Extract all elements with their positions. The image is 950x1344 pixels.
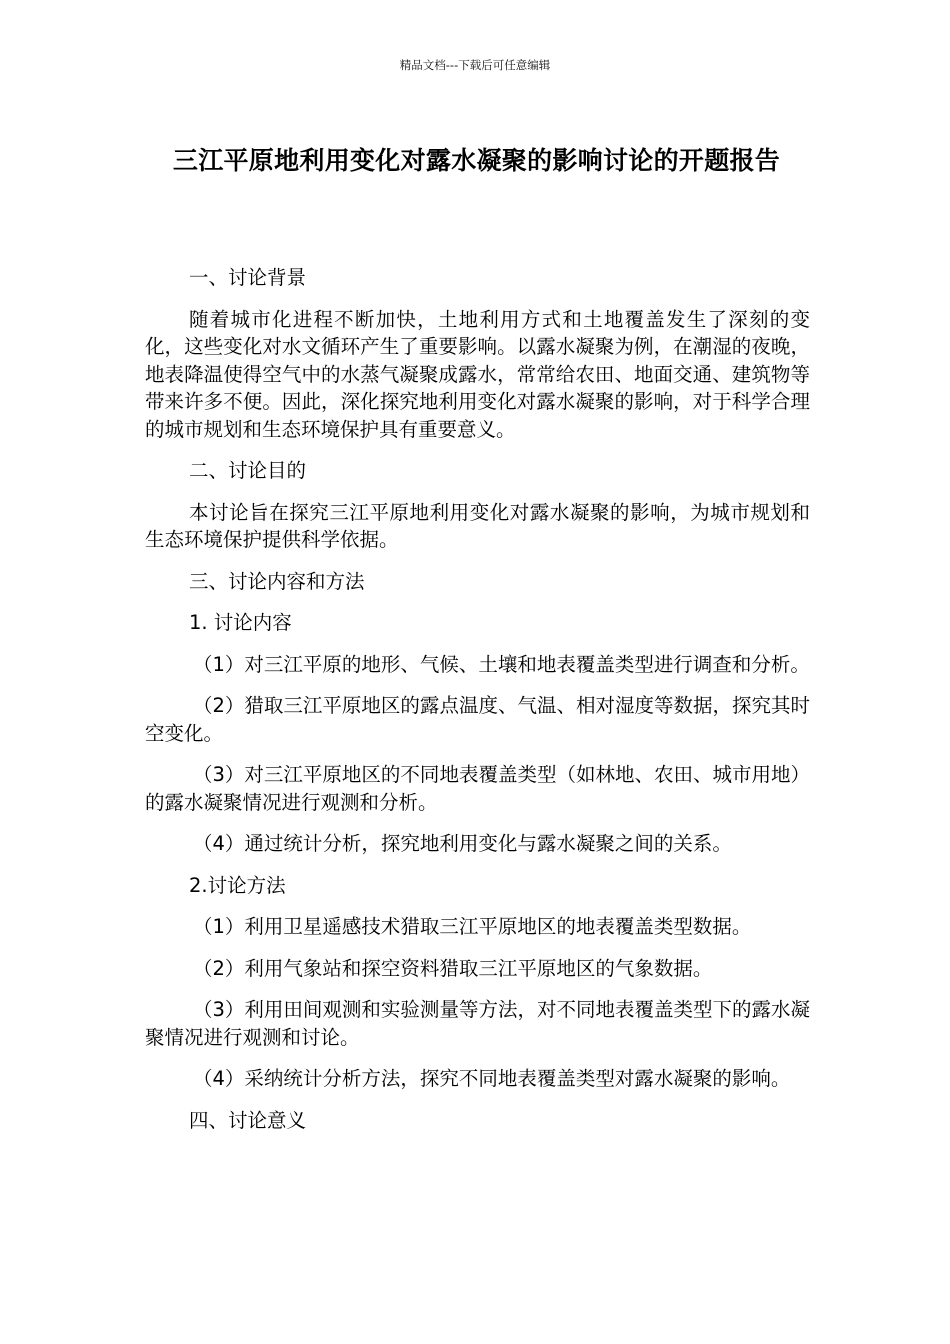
method-item: （3）利用田间观测和实验测量等方法，对不同地表覆盖类型下的露水凝聚情况进行观测和讨论。 [145, 998, 810, 1049]
content-item: （4）通过统计分析，探究地利用变化与露水凝聚之间的关系。 [193, 832, 732, 855]
document-body [145, 264, 810, 1148]
subheading-method: 2.讨论方法 [189, 873, 286, 897]
content-item: （1）对三江平原的地形、气候、土壤和地表覆盖类型进行调查和分析。 [193, 652, 810, 676]
method-item: （4）采纳统计分析方法，探究不同地表覆盖类型对露水凝聚的影响。 [193, 1067, 791, 1090]
section-heading-background: 一、讨论背景 [189, 266, 307, 289]
document-title: 三江平原地利用变化对露水凝聚的影响讨论的开题报告 [172, 146, 781, 175]
content-item: （3）对三江平原地区的不同地表覆盖类型（如林地、农田、城市用地）的露水凝聚情况进行观测和分析。 [145, 763, 810, 814]
section-heading-purpose: 二、讨论目的 [189, 459, 307, 482]
background-paragraph: 随着城市化进程不断加快，土地利用方式和土地覆盖发生了深刻的变化，这些变化对水文循环产生了重要影响。以露水凝聚为例，在潮湿的夜晚，地表降温使得空气中的水蒸气凝聚成露水，常常给农田、地面交通、建筑物等带来许多不便。因此，深化探究地利用变化对露水凝聚的影响，对于科学合理的城市规划和生态环境保护具有重要意义。 [145, 307, 810, 441]
content-item: （2）猎取三江平原地区的露点温度、气温、相对湿度等数据，探究其时空变化。 [145, 694, 810, 745]
subheading-content: 1. 讨论内容 [189, 611, 292, 634]
header-note: 精品文档---下载后可任意编辑 [399, 58, 551, 72]
section-heading-content-method: 三、讨论内容和方法 [189, 569, 365, 593]
method-item: （2）利用气象站和探空资料猎取三江平原地区的气象数据。 [193, 956, 713, 980]
method-item: （1）利用卫星遥感技术猎取三江平原地区的地表覆盖类型数据。 [193, 915, 752, 938]
purpose-paragraph: 本讨论旨在探究三江平原地利用变化对露水凝聚的影响，为城市规划和生态环境保护提供科学依据。 [145, 500, 810, 551]
section-heading-significance: 四、讨论意义 [189, 1108, 307, 1132]
